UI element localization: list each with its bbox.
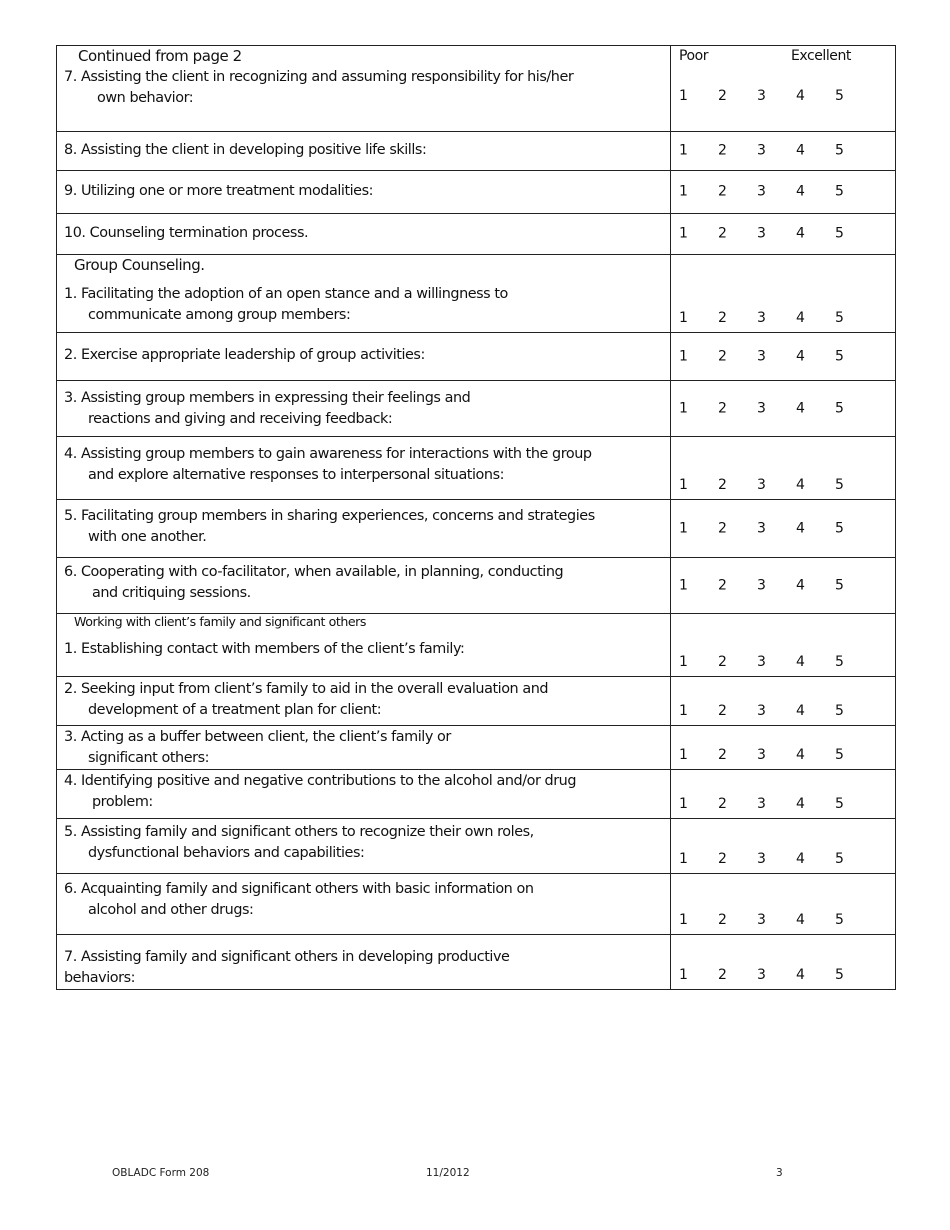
rating-scale[interactable] xyxy=(671,910,895,931)
item-text-cell xyxy=(57,437,671,500)
rating-cell xyxy=(671,614,896,677)
rating-option-4[interactable]: 4 xyxy=(796,912,805,928)
rating-cell xyxy=(671,46,896,132)
rating-scale[interactable] xyxy=(671,86,895,107)
rating-option-4[interactable]: 4 xyxy=(796,654,805,670)
evaluation-table xyxy=(56,45,896,990)
rating-cell xyxy=(671,132,896,171)
rating-option-1[interactable]: 1 xyxy=(679,477,688,493)
item-label: 9. Utilizing one or more treatment modalities: xyxy=(64,183,374,199)
rating-scale[interactable] xyxy=(671,308,895,329)
item-text-cell xyxy=(57,333,671,381)
item-label: 6. Acquainting family and significant others with basic information on xyxy=(64,881,534,897)
continued-note: Continued from page 2 xyxy=(78,47,242,65)
section-title: Group Counseling. xyxy=(74,256,205,274)
rating-cell xyxy=(671,214,896,255)
rating-option-1[interactable]: 1 xyxy=(679,796,688,812)
rating-scale[interactable] xyxy=(671,575,895,596)
rating-option-2[interactable]: 2 xyxy=(718,796,727,812)
item-text-cell xyxy=(57,255,671,333)
rating-option-3[interactable]: 3 xyxy=(757,477,766,493)
rating-option-5[interactable]: 5 xyxy=(835,477,844,493)
excellent-label: Excellent xyxy=(791,48,851,64)
rating-cell xyxy=(671,171,896,214)
rating-option-5[interactable]: 5 xyxy=(835,400,844,416)
rating-option-3[interactable]: 3 xyxy=(757,796,766,812)
rating-option-2[interactable]: 2 xyxy=(718,520,727,536)
rating-option-5[interactable]: 5 xyxy=(835,310,844,326)
rating-option-1[interactable]: 1 xyxy=(679,225,688,242)
rating-option-2[interactable]: 2 xyxy=(718,851,727,867)
item-label-continued: communicate among group members: xyxy=(88,307,351,323)
item-label-continued: dysfunctional behaviors and capabilities: xyxy=(88,845,365,861)
rating-option-5[interactable]: 5 xyxy=(835,747,844,763)
rating-cell xyxy=(671,726,896,770)
item-text-cell xyxy=(57,726,671,770)
item-label: 8. Assisting the client in developing positive life skills: xyxy=(64,142,427,158)
rating-option-4[interactable]: 4 xyxy=(796,703,805,719)
item-label-continued: and explore alternative responses to interpersonal situations: xyxy=(88,467,505,483)
item-text-cell xyxy=(57,677,671,726)
rating-option-2[interactable]: 2 xyxy=(718,912,727,928)
rating-option-3[interactable]: 3 xyxy=(757,310,766,326)
item-text-cell xyxy=(57,874,671,935)
rating-option-5[interactable]: 5 xyxy=(835,577,844,593)
row-family-3 xyxy=(57,726,896,770)
rating-cell xyxy=(671,333,896,381)
rating-option-2[interactable]: 2 xyxy=(718,88,727,104)
item-label-continued: behaviors: xyxy=(64,970,136,986)
item-label: 6. Cooperating with co-facilitator, when available, in planning, conducting xyxy=(64,564,564,580)
rating-option-5[interactable]: 5 xyxy=(835,142,844,159)
rating-option-2[interactable]: 2 xyxy=(718,477,727,493)
row-group-1 xyxy=(57,255,896,333)
item-label: 3. Assisting group members in expressing their feelings and xyxy=(64,390,471,406)
rating-scale[interactable] xyxy=(671,141,895,162)
rating-option-1[interactable]: 1 xyxy=(679,912,688,928)
rating-cell xyxy=(671,437,896,500)
item-text-cell xyxy=(57,770,671,819)
rating-option-1[interactable]: 1 xyxy=(679,142,688,159)
rating-scale[interactable] xyxy=(671,701,895,722)
rating-option-1[interactable]: 1 xyxy=(679,183,688,200)
item-label: 1. Facilitating the adoption of an open stance and a willingness to xyxy=(64,286,508,302)
rating-scale[interactable] xyxy=(671,965,895,986)
rating-option-1[interactable]: 1 xyxy=(679,400,688,416)
row-family-4 xyxy=(57,770,896,819)
rating-cell xyxy=(671,255,896,333)
rating-option-3[interactable]: 3 xyxy=(757,88,766,104)
rating-option-4[interactable]: 4 xyxy=(796,142,805,159)
row-group-5 xyxy=(57,500,896,558)
rating-scale[interactable] xyxy=(671,849,895,870)
row-group-3 xyxy=(57,381,896,437)
rating-option-2[interactable]: 2 xyxy=(718,967,727,983)
rating-option-4[interactable]: 4 xyxy=(796,225,805,242)
rating-option-1[interactable]: 1 xyxy=(679,967,688,983)
rating-option-1[interactable]: 1 xyxy=(679,88,688,104)
item-text-cell xyxy=(57,819,671,874)
rating-option-3[interactable]: 3 xyxy=(757,851,766,867)
row-group-6 xyxy=(57,558,896,614)
rating-option-5[interactable]: 5 xyxy=(835,654,844,670)
rating-option-4[interactable]: 4 xyxy=(796,477,805,493)
rating-option-1[interactable]: 1 xyxy=(679,654,688,670)
rating-option-2[interactable]: 2 xyxy=(718,400,727,416)
item-text-cell xyxy=(57,935,671,990)
rating-option-4[interactable]: 4 xyxy=(796,310,805,326)
rating-option-5[interactable]: 5 xyxy=(835,225,844,242)
rating-option-2[interactable]: 2 xyxy=(718,310,727,326)
item-label: 3. Acting as a buffer between client, the client’s family or xyxy=(64,729,451,745)
item-text-cell xyxy=(57,171,671,214)
rating-scale[interactable] xyxy=(671,745,895,766)
rating-option-3[interactable]: 3 xyxy=(757,703,766,719)
item-label-continued: with one another. xyxy=(88,529,207,545)
item-text-cell xyxy=(57,614,671,677)
item-label-continued: alcohol and other drugs: xyxy=(88,902,254,918)
rating-cell xyxy=(671,819,896,874)
row-group-4 xyxy=(57,437,896,500)
rating-option-1[interactable]: 1 xyxy=(679,747,688,763)
row-item-8 xyxy=(57,132,896,171)
rating-option-2[interactable]: 2 xyxy=(718,577,727,593)
item-label-continued: reactions and giving and receiving feedback: xyxy=(88,411,393,427)
rating-option-5[interactable]: 5 xyxy=(835,520,844,536)
rating-option-5[interactable]: 5 xyxy=(835,967,844,983)
rating-option-2[interactable]: 2 xyxy=(718,654,727,670)
rating-option-1[interactable]: 1 xyxy=(679,348,688,364)
item-label-continued: own behavior: xyxy=(97,90,194,106)
section-title: Working with client’s family and significant others xyxy=(74,614,367,629)
rating-option-3[interactable]: 3 xyxy=(757,183,766,200)
rating-cell xyxy=(671,677,896,726)
item-label: 4. Assisting group members to gain awareness for interactions with the group xyxy=(64,446,592,462)
item-label-continued: development of a treatment plan for client: xyxy=(88,702,382,718)
rating-option-5[interactable]: 5 xyxy=(835,88,844,104)
row-family-7 xyxy=(57,935,896,990)
rating-option-5[interactable]: 5 xyxy=(835,912,844,928)
row-family-1 xyxy=(57,614,896,677)
item-label: 5. Assisting family and significant others to recognize their own roles, xyxy=(64,824,534,840)
rating-option-5[interactable]: 5 xyxy=(835,851,844,867)
rating-cell xyxy=(671,500,896,558)
rating-option-4[interactable]: 4 xyxy=(796,88,805,104)
page-number: 3 xyxy=(776,1167,783,1179)
form-number: OBLADC Form 208 xyxy=(112,1167,210,1179)
rating-option-1[interactable]: 1 xyxy=(679,577,688,593)
item-label: 2. Exercise appropriate leadership of group activities: xyxy=(64,347,425,363)
rating-cell xyxy=(671,558,896,614)
rating-option-3[interactable]: 3 xyxy=(757,577,766,593)
item-text-cell xyxy=(57,381,671,437)
row-item-10 xyxy=(57,214,896,255)
item-label: 4. Identifying positive and negative contributions to the alcohol and/or drug xyxy=(64,773,577,789)
item-label-continued: and critiquing sessions. xyxy=(92,585,251,601)
rating-option-2[interactable]: 2 xyxy=(718,703,727,719)
rating-scale[interactable] xyxy=(671,794,895,815)
rating-scale[interactable] xyxy=(671,346,895,367)
rating-cell xyxy=(671,770,896,819)
row-family-6 xyxy=(57,874,896,935)
rating-option-2[interactable]: 2 xyxy=(718,142,727,159)
rating-option-3[interactable]: 3 xyxy=(757,348,766,364)
rating-scale[interactable] xyxy=(671,652,895,673)
rating-option-3[interactable]: 3 xyxy=(757,967,766,983)
rating-option-3[interactable]: 3 xyxy=(757,520,766,536)
item-label: 10. Counseling termination process. xyxy=(64,225,309,241)
item-text-cell xyxy=(57,558,671,614)
rating-option-5[interactable]: 5 xyxy=(835,183,844,200)
rating-option-4[interactable]: 4 xyxy=(796,183,805,200)
rating-cell xyxy=(671,874,896,935)
rating-header xyxy=(679,47,895,65)
rating-option-1[interactable]: 1 xyxy=(679,520,688,536)
rating-option-4[interactable]: 4 xyxy=(796,400,805,416)
rating-option-2[interactable]: 2 xyxy=(718,747,727,763)
rating-option-1[interactable]: 1 xyxy=(679,851,688,867)
item-label-continued: significant others: xyxy=(88,750,210,766)
item-text-cell xyxy=(57,46,671,132)
rating-option-5[interactable]: 5 xyxy=(835,703,844,719)
rating-option-5[interactable]: 5 xyxy=(835,796,844,812)
rating-option-1[interactable]: 1 xyxy=(679,703,688,719)
rating-option-4[interactable]: 4 xyxy=(796,796,805,812)
rating-scale[interactable] xyxy=(671,475,895,496)
item-label: 7. Assisting the client in recognizing and assuming responsibility for his/her xyxy=(64,69,574,85)
rating-scale[interactable] xyxy=(671,182,895,203)
rating-cell xyxy=(671,935,896,990)
rating-option-4[interactable]: 4 xyxy=(796,348,805,364)
item-text-cell xyxy=(57,132,671,171)
rating-option-4[interactable]: 4 xyxy=(796,747,805,763)
rating-option-3[interactable]: 3 xyxy=(757,912,766,928)
rating-option-4[interactable]: 4 xyxy=(796,520,805,536)
row-group-2 xyxy=(57,333,896,381)
rating-option-3[interactable]: 3 xyxy=(757,225,766,242)
rating-option-1[interactable]: 1 xyxy=(679,310,688,326)
rating-option-5[interactable]: 5 xyxy=(835,348,844,364)
rating-option-3[interactable]: 3 xyxy=(757,654,766,670)
item-label: 1. Establishing contact with members of the client’s family: xyxy=(64,641,465,657)
rating-scale[interactable] xyxy=(671,398,895,419)
rating-option-3[interactable]: 3 xyxy=(757,142,766,159)
rating-option-3[interactable]: 3 xyxy=(757,747,766,763)
rating-option-2[interactable]: 2 xyxy=(718,183,727,200)
rating-option-3[interactable]: 3 xyxy=(757,400,766,416)
row-item-9 xyxy=(57,171,896,214)
rating-option-2[interactable]: 2 xyxy=(718,348,727,364)
item-text-cell xyxy=(57,214,671,255)
poor-label: Poor xyxy=(679,48,709,64)
row-item-7 xyxy=(57,46,896,132)
rating-option-4[interactable]: 4 xyxy=(796,967,805,983)
rating-option-4[interactable]: 4 xyxy=(796,851,805,867)
rating-option-4[interactable]: 4 xyxy=(796,577,805,593)
item-label: 7. Assisting family and significant others in developing productive xyxy=(64,949,510,965)
rating-option-2[interactable]: 2 xyxy=(718,225,727,242)
row-family-2 xyxy=(57,677,896,726)
rating-cell xyxy=(671,381,896,437)
rating-scale[interactable] xyxy=(671,224,895,245)
row-family-5 xyxy=(57,819,896,874)
item-text-cell xyxy=(57,500,671,558)
item-label: 2. Seeking input from client’s family to aid in the overall evaluation and xyxy=(64,681,549,697)
item-label-continued: problem: xyxy=(92,794,153,810)
rating-scale[interactable] xyxy=(671,518,895,539)
form-date: 11/2012 xyxy=(426,1167,470,1179)
item-label: 5. Facilitating group members in sharing experiences, concerns and strategies xyxy=(64,508,595,524)
